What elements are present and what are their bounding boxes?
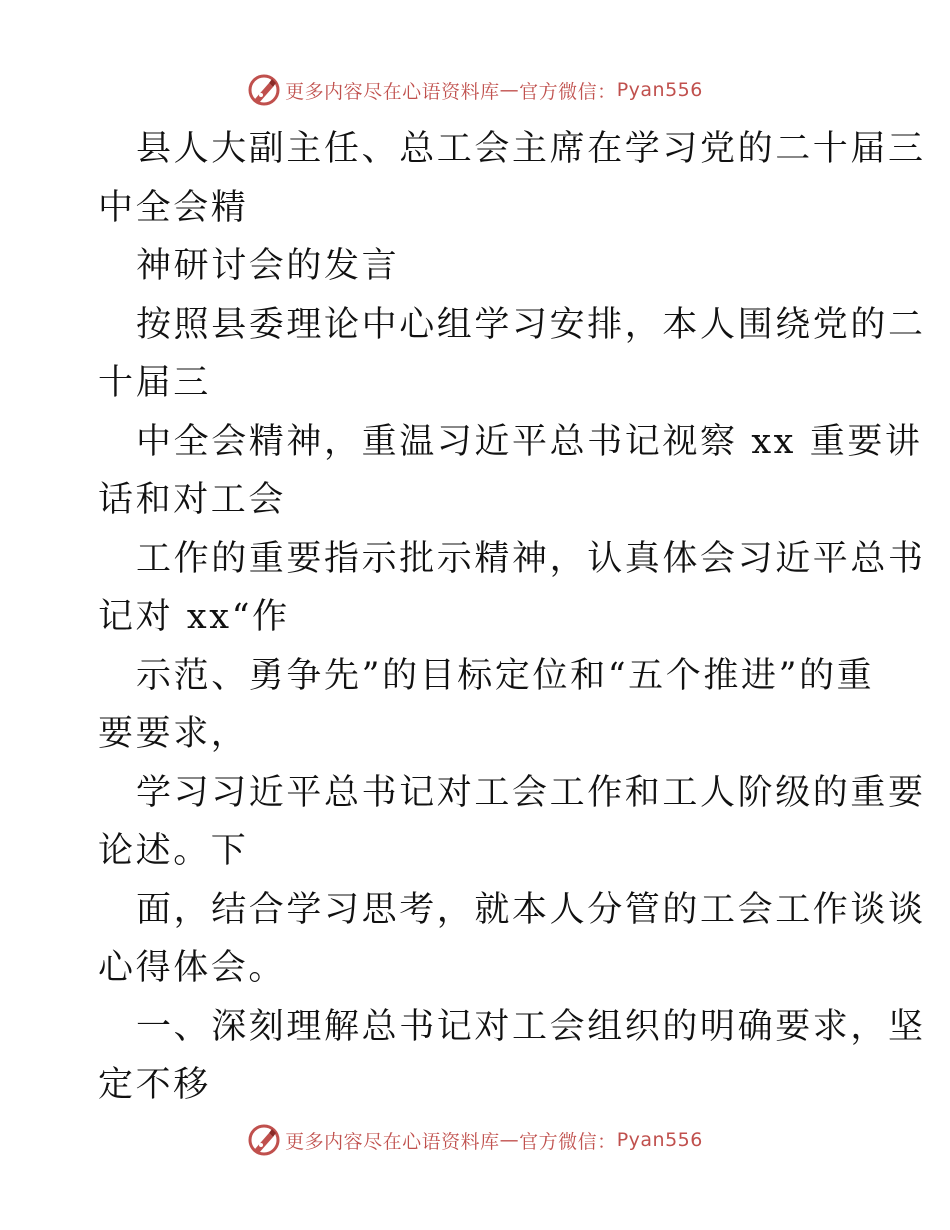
pen-logo-icon (247, 73, 281, 107)
watermark-wechat-id: Pyan556 (616, 79, 703, 101)
doc-line-text: 面，结合学习思考，就本人分管的工会工作谈谈 (136, 889, 926, 930)
watermark-wechat-label: 官方微信： (519, 80, 617, 103)
document-body (98, 120, 926, 1115)
doc-line-text: 中全会精神，重温习近平总书记视察 xx 重要讲 (136, 421, 923, 462)
watermark-site-name: 更多内容尽在心语资料库 (285, 80, 500, 103)
doc-line-text: 按照县委理论中心组学习安排，本人围绕党的二 (136, 304, 926, 345)
doc-line (98, 998, 926, 1057)
pen-logo-icon (247, 1123, 281, 1157)
doc-line (98, 530, 926, 589)
doc-line (98, 588, 858, 647)
doc-line-text: 县人大副主任、总工会主席在学习党的二十届三 (136, 129, 926, 169)
doc-line-text: 神研讨会的发言 (136, 246, 400, 286)
doc-line-text: 示范、勇争先”的目标定位和“五个推进”的重 (136, 655, 875, 696)
watermark-wechat-label: 官方微信： (519, 1130, 617, 1153)
doc-line (98, 237, 858, 296)
watermark-separator: — (499, 79, 520, 101)
doc-line (98, 120, 926, 179)
watermark-site-name: 更多内容尽在心语资料库 (285, 1130, 500, 1153)
doc-line-text: 心得体会。 (98, 948, 287, 988)
doc-line (98, 179, 858, 238)
doc-line (98, 471, 858, 530)
doc-line (98, 354, 858, 413)
footer-watermark (0, 1120, 950, 1160)
doc-line (98, 296, 926, 355)
doc-line (98, 1056, 858, 1115)
doc-line-text: 学习习近平总书记对工会工作和工人阶级的重要 (136, 772, 926, 813)
doc-line-text: 要要求， (98, 714, 249, 754)
doc-line-text: 一、深刻理解总书记对工会组织的明确要求，坚 (136, 1006, 926, 1047)
doc-line (98, 939, 858, 998)
doc-line-text: 中全会精 (98, 187, 249, 228)
doc-line-text: 论述。下 (98, 831, 249, 871)
doc-line-text: 工作的重要指示批示精神，认真体会习近平总书 (136, 538, 926, 579)
doc-line (98, 822, 858, 881)
doc-line-text: 话和对工会 (98, 480, 287, 520)
doc-line-text: 定不移 (98, 1065, 211, 1105)
watermark-wechat-id: Pyan556 (616, 1129, 703, 1151)
doc-line-text: 记对 xx“作 (98, 597, 290, 637)
doc-line (98, 413, 923, 472)
doc-line (98, 881, 926, 940)
header-watermark (0, 70, 950, 110)
doc-line (98, 647, 875, 706)
doc-line (98, 764, 926, 823)
doc-line (98, 705, 858, 764)
watermark-separator: — (499, 1129, 520, 1151)
doc-line-text: 十届三 (98, 363, 211, 403)
